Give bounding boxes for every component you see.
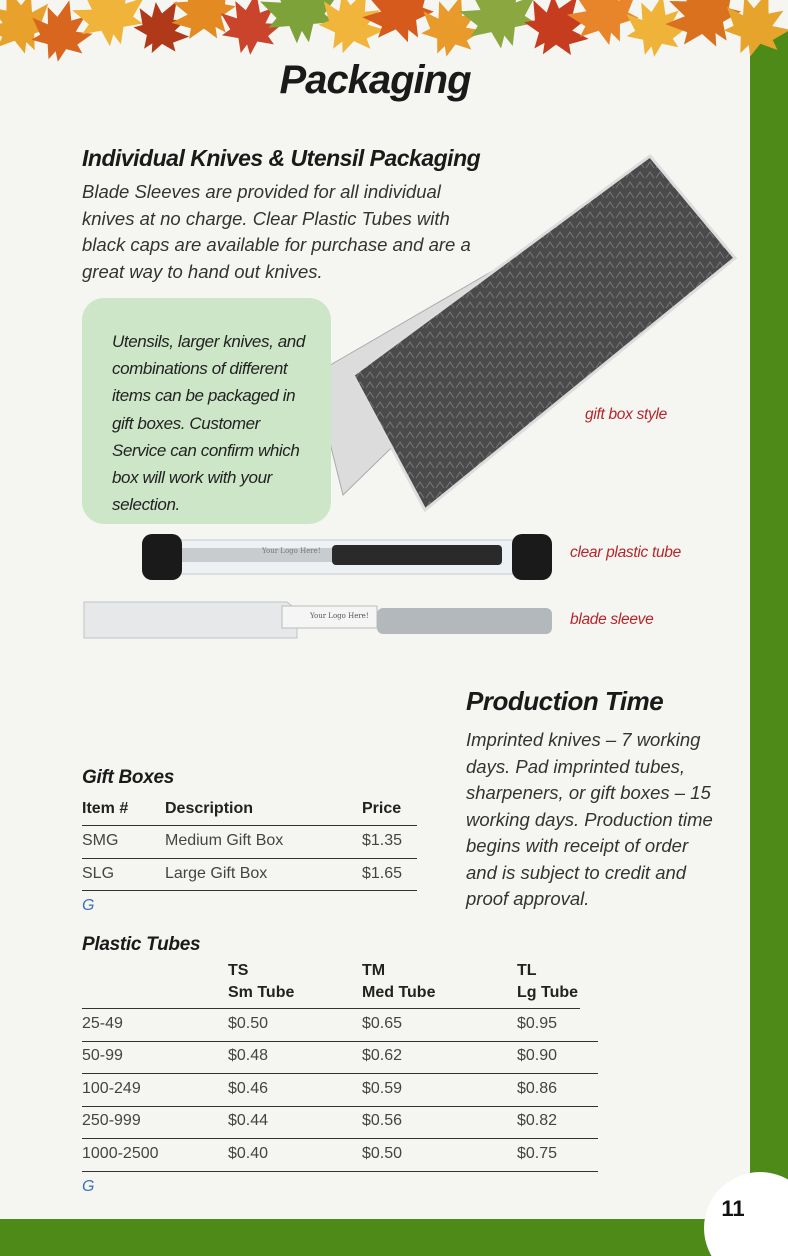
gift-boxes-code: G <box>82 897 95 914</box>
tube-price-tl: $0.86 <box>517 1080 558 1097</box>
plastic-tubes-rule <box>82 1008 580 1009</box>
gift-boxes-title: Gift Boxes <box>82 767 175 788</box>
page-number: 11 <box>721 1196 745 1221</box>
plastic-tubes-title: Plastic Tubes <box>82 934 201 955</box>
plastic-tube-caption: clear plastic tube <box>570 544 681 561</box>
side-accent-bar <box>750 30 788 1256</box>
plastic-tubes-header-tl <box>517 960 578 1004</box>
plastic-tubes-rule <box>82 1138 598 1139</box>
page-title: Packaging <box>279 58 471 102</box>
gift-box-image <box>305 150 745 520</box>
gift-box-item: SLG <box>82 865 115 882</box>
tube-quantity: 50-99 <box>82 1047 123 1064</box>
tube-price-ts: $0.44 <box>228 1112 269 1129</box>
gift-box-item: SMG <box>82 832 119 849</box>
tube-price-tl: $0.82 <box>517 1112 558 1129</box>
header-name: Sm Tube <box>228 984 295 1001</box>
gift-box-description: Large Gift Box <box>165 865 268 882</box>
header-code: TM <box>362 962 386 979</box>
tube-price-tm: $0.56 <box>362 1112 403 1129</box>
tube-price-ts: $0.48 <box>228 1047 269 1064</box>
tube-price-ts: $0.46 <box>228 1080 269 1097</box>
plastic-tube-image <box>142 532 556 582</box>
gift-box-callout-text: Utensils, larger knives, and combinations of different items can be packaged in gift boxes. Customer Service can confirm which box will work with your selection. <box>112 332 305 515</box>
tube-quantity: 250-999 <box>82 1112 141 1129</box>
tube-quantity: 25-49 <box>82 1015 123 1032</box>
plastic-tubes-rule <box>82 1106 598 1107</box>
header-name: Lg Tube <box>517 984 579 1001</box>
plastic-tubes-rule <box>82 1073 598 1074</box>
gift-box-price: $1.65 <box>362 865 403 882</box>
gift-box-description: Medium Gift Box <box>165 832 284 849</box>
production-time-body: Imprinted knives – 7 working days. Pad imprinted tubes, sharpeners, or gift boxes – 15 working days. Production time begins with receipt of order and is subject to credit and proof approval. <box>466 729 713 909</box>
tube-price-tl: $0.90 <box>517 1047 558 1064</box>
production-time-heading: Production Time <box>466 686 664 716</box>
tube-price-ts: $0.50 <box>228 1015 269 1032</box>
header-code: TL <box>517 962 537 979</box>
plastic-tubes-header-tm <box>362 960 435 1004</box>
bottom-accent-bar <box>0 1219 788 1256</box>
sleeve-logo-text: Your Logo Here! <box>310 612 369 620</box>
tube-price-tm: $0.59 <box>362 1080 403 1097</box>
blade-sleeve-image <box>82 598 556 644</box>
tube-price-tm: $0.65 <box>362 1015 403 1032</box>
header-name: Med Tube <box>362 984 436 1001</box>
tube-price-tl: $0.75 <box>517 1145 558 1162</box>
gift-boxes-header-price: Price <box>362 800 402 817</box>
gift-boxes-rule <box>82 825 417 826</box>
plastic-tubes-rule <box>82 1171 598 1172</box>
individual-packaging-body: Blade Sleeves are provided for all individual knives at no charge. Clear Plastic Tubes with black caps are available for purchase and are a great way to hand out knives. <box>82 181 471 282</box>
tube-quantity: 1000-2500 <box>82 1145 159 1162</box>
tube-price-tm: $0.50 <box>362 1145 403 1162</box>
header-code: TS <box>228 962 249 979</box>
gift-boxes-rule <box>82 890 417 891</box>
tube-price-ts: $0.40 <box>228 1145 269 1162</box>
plastic-tubes-header-ts <box>228 960 294 1004</box>
individual-packaging-heading: Individual Knives & Utensil Packaging <box>82 145 481 171</box>
gift-boxes-header-description: Description <box>165 800 254 817</box>
gift-boxes-header-item: Item # <box>82 800 129 817</box>
tube-quantity: 100-249 <box>82 1080 141 1097</box>
gift-box-caption: gift box style <box>585 406 667 423</box>
tube-price-tl: $0.95 <box>517 1015 558 1032</box>
gift-box-price: $1.35 <box>362 832 403 849</box>
tube-logo-text: Your Logo Here! <box>262 547 321 555</box>
tube-price-tm: $0.62 <box>362 1047 403 1064</box>
plastic-tubes-code: G <box>82 1178 95 1195</box>
gift-boxes-rule <box>82 858 417 859</box>
blade-sleeve-caption: blade sleeve <box>570 611 654 628</box>
plastic-tubes-rule <box>82 1041 598 1042</box>
